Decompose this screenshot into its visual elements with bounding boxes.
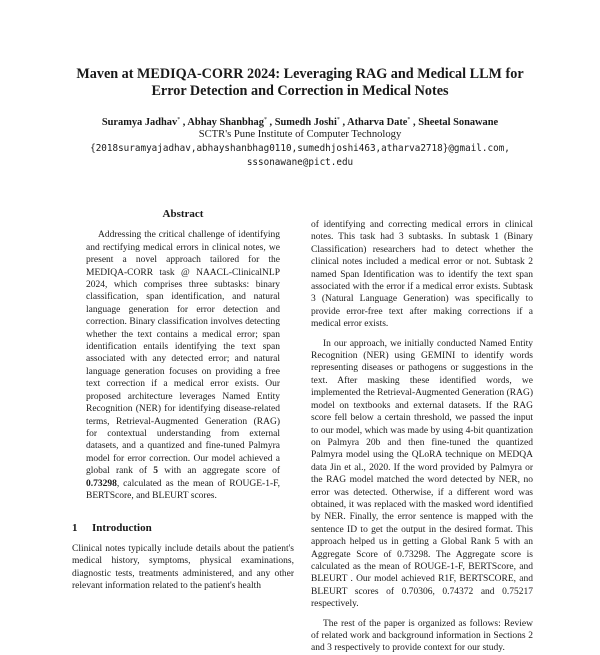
body-paragraph: In our approach, we initially conducted Named Entity Recognition (NER) using GEMINI to identify words representing diseases or pathogens or suggestions in the text. After masking these identified words, we implemented the Retrieval-Augmented Generation (RAG) model on textbooks and external datasets. If the RAG score fell below a certain threshold, we passed the input to our model, which was made by using 4-bit quantization on Palmyra 20b and then fine-tuned the quantized Palmyra model using the QLoRA technique on MEDQA data Jin et al., 2020. If the word provided by Palmyra or the RAG model matched the word detected by NER, no error was detected. Otherwise, if a different word was obtained, it was replaced with the masked word identified by NER. Finally, the error sentence is mapped with the sentence ID to get the output in the desired format. This approach helped us in getting a Global Rank 5 with an Aggregate Score of 0.73298. The Aggregate score is calculated as the mean of ROUGE-1-F, BERTScore, and BLEURT . Our model achieved R1F, BERTSCORE, and BLEURT scores of 0.70306, 0.74372 and 0.75217 respectively. <box>311 338 533 610</box>
abstract-text: , calculated as the mean of ROUGE-1-F, BERTScore, and BLEURT scores. <box>86 478 280 501</box>
aggregate-score: 0.73298 <box>86 478 117 489</box>
body-paragraph: The rest of the paper is organized as follows: Review of related work and background information in Sections 2 and 3 respectively to provide context for our study. <box>311 618 533 654</box>
author-name: Suramya Jadhav <box>101 117 178 128</box>
section-title: Introduction <box>92 522 152 535</box>
affiliation: SCTR's Pune Institute of Computer Technology <box>198 129 402 140</box>
abstract-text: Addressing the critical challenge of identifying and rectifying medical errors in clinical notes, we present a novel approach tailored for the MEDIQA-CORR task @ NAACL-ClinicalNLP 2024, which comprises three subtasks: binary classification, span identification, and natural language generation for error detection and correction. Binary classification involves detecting whether the text contains a medical error; span identification entails identifying the text span associated with any detected error; and natural language generation focuses on providing a free text correction if a medical error exists. Our proposed architecture leverages Named Entity Recognition (NER) for identifying disease-related terms, Retrieval-Augmented Generation (RAG) for contextual understanding from external datasets, and a quantized and fine-tuned Palmyra model for error correction. Our model achieved a global rank of <box>86 230 280 477</box>
author-emails <box>30 142 570 170</box>
author-mark: * <box>407 117 411 123</box>
email-line-1: {2018suramyajadhav,abhayshanbhag0110,sumedhjoshi463,atharva2718}@gmail.com, <box>90 143 510 154</box>
section-heading-introduction <box>72 522 294 534</box>
author-mark: * <box>263 117 267 123</box>
paper-title-line-1: Maven at MEDIQA-CORR 2024: Leveraging RAG and Medical LLM for <box>76 66 524 82</box>
section-number: 1 <box>72 522 78 535</box>
author-name: Abhay Shanbhag <box>187 117 264 128</box>
body-paragraph: of identifying and correcting medical errors in clinical notes. This task had 3 subtasks. In subtask 1 (Binary Classification) researchers had to detect whether the clinical notes included a medical error or not. Subtask 2 named Span Identification was to identify the text span associated with the error if a medical error exists. Subtask 3 (Natural Language Generation) was specifically to provide error-free text after making corrections if a medical error exists. <box>311 220 533 330</box>
right-column <box>311 219 533 655</box>
abstract-text: with an aggregate score of <box>158 466 280 477</box>
author-mark: * <box>177 117 181 123</box>
global-rank: 5 <box>153 466 159 477</box>
paper-title-line-2: Error Detection and Correction in Medical Notes <box>151 83 449 99</box>
left-column <box>72 208 294 592</box>
author-mark: * <box>336 117 340 123</box>
introduction-paragraph: Clinical notes typically include details about the patient's medical history, symptoms, physical examinations, diagnostic tests, treatments administered, and any other relevant information related to the patient's health <box>72 543 294 591</box>
abstract-paragraph <box>86 229 280 502</box>
author-name: Sheetal Sonawane <box>418 117 499 128</box>
paper-title <box>30 66 570 100</box>
author-name: Atharva Date <box>347 117 408 128</box>
abstract-heading: Abstract <box>162 208 204 220</box>
email-line-2: sssonawane@pict.edu <box>246 157 354 168</box>
abstract-body <box>72 229 294 502</box>
author-list: Suramya Jadhav* , Abhay Shanbhag* , Sumedh Joshi* , Atharva Date* , Sheetal Sonawane <box>101 117 499 128</box>
author-name: Sumedh Joshi <box>274 117 337 128</box>
